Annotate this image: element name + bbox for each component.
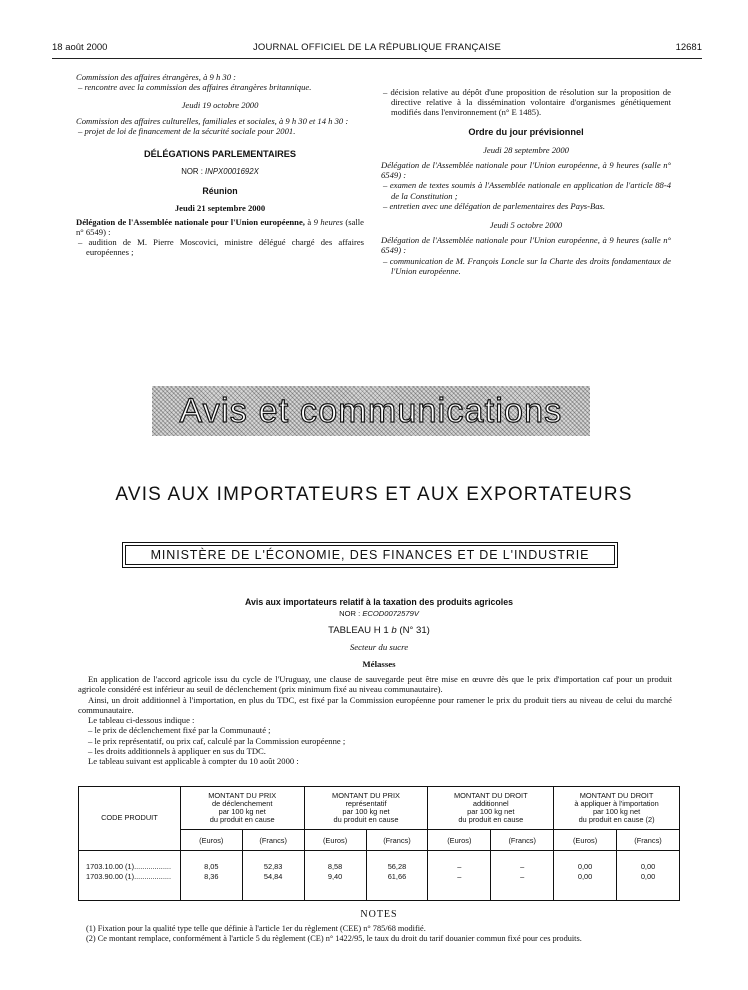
delegation-heading: Délégation de l'Assemblée nationale pour l'Union européenne, à 9 heures (salle n° 6549) : — [381, 160, 671, 181]
delegation-item: – examen de textes soumis à l'Assemblée nationale en application de l'article 88-4 de la Constitution ; — [383, 180, 671, 201]
banner-title: Avis et communications — [179, 392, 563, 430]
delegation-item: – audition de M. Pierre Moscovici, ministre délégué chargé des affaires européennes ; — [78, 237, 364, 258]
table-label-prefix: TABLEAU H 1 — [328, 625, 392, 636]
ministry-box — [122, 542, 618, 568]
notice-list-item: – le prix représentatif, ou prix caf, calculé par la Commission européenne ; — [88, 735, 346, 746]
unit-header: (Euros) — [554, 830, 617, 851]
group-header: MONTANT DU DROIT additionnel par 100 kg net du produit en cause — [428, 787, 554, 830]
table-header-row — [79, 787, 680, 830]
group-header: MONTANT DU DROIT à appliquer à l'importation par 100 kg net du produit en cause (2) — [554, 787, 680, 830]
nor-label: NOR : — [181, 167, 206, 177]
nor-code: INPX0001692X — [205, 167, 259, 177]
notice-list-item: – les droits additionnels à appliquer en sus du TDC. — [88, 746, 266, 757]
code-cell: 1703.10.00 (1).................. 1703.90.00 (1).................. — [79, 851, 181, 901]
table-label-suffix: (N° 31) — [396, 625, 430, 636]
value-cell: 56,28 61,66 — [366, 851, 428, 901]
table-label — [78, 625, 680, 636]
nor-code: ECOD0072579V — [362, 609, 419, 618]
notice-paragraph: Ainsi, un droit additionnel à l'importation, en plus du TDC, est fixé par la Commission européenne pour ramener le prix du produit tiers au niveau de celui du marché communautaire. — [78, 694, 672, 715]
delegation-item: – communication de M. François Loncle sur la Charte des droits fondamentaux de l'Union européenne. — [383, 255, 671, 276]
value-cell: 0,00 0,00 — [617, 851, 680, 901]
commission-affaires-etrangeres: Commission des affaires étrangères, à 9 h 30 : — [76, 72, 237, 82]
ministry-name: MINISTÈRE DE L'ÉCONOMIE, DES FINANCES ET DE L'INDUSTRIE — [150, 548, 590, 562]
date-heading: Jeudi 5 octobre 2000 — [489, 220, 563, 231]
commission-item: – rencontre avec la commission des affaires étrangères britannique. — [78, 82, 312, 93]
header-date: 18 août 2000 — [52, 42, 108, 53]
nor-label: NOR : — [339, 609, 363, 618]
nor-reference — [76, 167, 364, 177]
header-page-number: 12681 — [675, 42, 702, 53]
unit-header: (Francs) — [491, 830, 554, 851]
value-cell: 8,05 8,36 — [180, 851, 242, 901]
delegation-time: 9 heures — [313, 216, 343, 227]
date-heading: Jeudi 28 septembre 2000 — [483, 144, 569, 155]
unit-header: (Euros) — [428, 830, 491, 851]
commission-affaires-culturelles: Commission des affaires culturelles, familiales et sociales, à 9 h 30 et 14 h 30 : — [76, 115, 349, 126]
delegation-room: (salle n° 6549) : — [76, 216, 364, 238]
date-heading: Jeudi 21 septembre 2000 — [174, 202, 266, 213]
agenda-heading: Ordre du jour prévisionnel — [468, 126, 584, 137]
delegation-item: – entretien avec une délégation de parlementaires des Pays-Bas. — [383, 200, 606, 211]
notice-list-item: – le prix de déclenchement fixé par la Communauté ; — [88, 725, 271, 736]
note-item: (2) Ce montant remplace, conformément à l'article 5 du règlement (CE) n° 1422/95, le taux du droit du tarif douanier commun fixé pour ces produits. — [86, 934, 582, 943]
right-column — [381, 87, 671, 276]
notice-paragraph: Le tableau ci-dessous indique : — [88, 715, 195, 726]
unit-header: (Francs) — [366, 830, 428, 851]
value-cell: – – — [491, 851, 554, 901]
notice-paragraph: Le tableau suivant est applicable à compter du 10 août 2000 : — [88, 756, 299, 767]
unit-header: (Francs) — [617, 830, 680, 851]
unit-header: (Euros) — [304, 830, 366, 851]
price-table — [78, 786, 680, 901]
section-title: AVIS AUX IMPORTATEURS ET AUX EXPORTATEURS — [115, 484, 633, 505]
value-cell: 52,83 54,84 — [242, 851, 304, 901]
section-heading: DÉLÉGATIONS PARLEMENTAIRES — [143, 149, 297, 160]
reunion-heading: Réunion — [202, 186, 238, 197]
decision-item: – décision relative au dépôt d'une proposition de résolution sur la proposition de directive relative à la dissémination volontaire d'organismes génétiquement modifiés dans l'environnement (n° E 1485). — [383, 87, 671, 118]
table-label-letter: b — [391, 625, 397, 636]
notice-title: Avis aux importateurs relatif à la taxation des produits agricoles — [244, 597, 514, 607]
value-cell: – – — [428, 851, 491, 901]
note-item: (1) Fixation pour la qualité type telle que définie à l'article 1er du règlement (CEE) n° 785/68 modifié. — [86, 924, 426, 933]
delegation-heading: Délégation de l'Assemblée nationale pour l'Union européenne, à 9 heures (salle n° 6549) : — [381, 235, 671, 256]
group-header: MONTANT DU PRIX représentatif par 100 kg net du produit en cause — [304, 787, 428, 830]
value-cell: 8,58 9,40 — [304, 851, 366, 901]
delegation-connector: à — [304, 216, 314, 227]
delegation-name: Délégation de l'Assemblée nationale pour l'Union européenne, — [76, 216, 305, 227]
left-column — [76, 72, 364, 258]
notice-paragraph: En application de l'accord agricole issu du cycle de l'Uruguay, une clause de sauvegarde peut être mise en œuvre dès que le prix d'importation caf pour un produit agricole considéré est inférieur au seuil de déclenchement (prix minimum fixé au niveau communautaire). — [78, 674, 672, 695]
group-header: MONTANT DU PRIX de déclenchement par 100 kg net du produit en cause — [180, 787, 304, 830]
notes-body — [78, 924, 672, 944]
product-label: Mélasses — [362, 659, 396, 669]
sector-label: Secteur du sucre — [349, 642, 409, 652]
delegation-heading — [76, 217, 364, 237]
header-rule — [52, 58, 702, 59]
notice-body — [78, 674, 672, 767]
table-row — [79, 851, 680, 901]
notice-nor — [78, 609, 680, 618]
unit-header: (Francs) — [242, 830, 304, 851]
unit-header: (Euros) — [180, 830, 242, 851]
commission-item: – projet de loi de financement de la sécurité sociale pour 2001. — [78, 125, 296, 136]
value-cell: 0,00 0,00 — [554, 851, 617, 901]
date-heading: Jeudi 19 octobre 2000 — [181, 100, 259, 111]
page-header — [52, 42, 702, 54]
code-header: CODE PRODUIT — [79, 787, 181, 851]
notes-title: NOTES — [360, 909, 398, 920]
header-journal-title: JOURNAL OFFICIEL DE LA RÉPUBLIQUE FRANÇAISE — [252, 42, 502, 53]
